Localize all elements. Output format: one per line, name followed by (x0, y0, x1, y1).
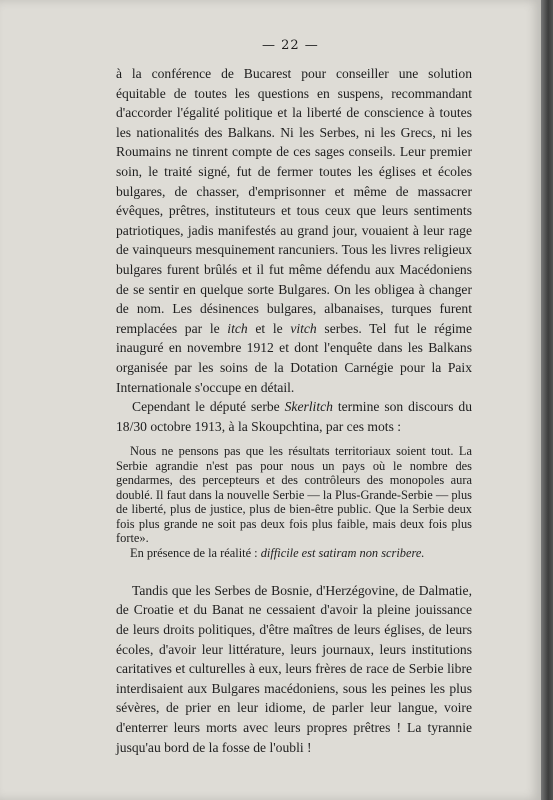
paragraph-3: Tandis que les Serbes de Bosnie, d'Herzégovine, de Dalmatie, de Croatie et du Banat ne cessaient d'avoir la pleine jouissance de leurs droits politiques, d'être maîtres de leurs églises, de leurs écoles, d'avoir leur littérature, leurs journaux, leurs institutions caritatives et culturelles à eux, leurs frères de race de Serbie libre interdisaient aux Bulgares macédoniens, sous les peines les plus sévères, de prier en leur idiome, de parler leur langue, voire d'enterrer leurs morts avec leurs propres prêtres ! La tyrannie jusqu'au bord de la fosse de l'oubli ! (116, 582, 472, 755)
page-body (116, 64, 472, 757)
suffix-itch: itch (227, 320, 248, 336)
paragraph-1-text: à la conférence de Bucarest pour conseiller une solution équitable de toutes les questions en suspens, recommandant d'accorder l'égalité politique et la liberté de conscience à toutes les nationalités des Balkans. Ni les Serbes, ni les Grecs, ni les Roumains ne tinrent compte de ces sages conseils. Leur premier soin, le traité signé, fut de fermer toutes les églises et écoles bulgares, de chasser, d'emprisonner et même de massacrer évêques, prêtres, instituteurs et tous ceux que leurs sentiments patriotiques, jadis manifestés au grand jour, vouaient à leur rage de vainqueurs mesquinement rancuniers. Tous les livres religieux bulgares furent brûlés et il fut même défendu aux Macédoniens de se sentir en quelque sorte Bulgares. On les obligea à changer de nom. Les désinences bulgares, albanaises, turques furent remplacées par le (116, 66, 472, 336)
deputy-name: Skerlitch (284, 399, 333, 415)
paragraph-1-end: serbes. Tel fut le régime inauguré en novembre 1912 et dont l'enquête dans les Balkans organisée par les soins de la Dotation Carnégie pour la Paix Internationale s'occupe en détail. (116, 320, 472, 395)
paragraph-gap (116, 561, 472, 581)
latin-phrase: difficile est satiram non scribere. (260, 545, 425, 560)
page-number: — 22 — (262, 38, 319, 53)
reality-start: En présence de la réalité : (130, 545, 261, 560)
paragraph-2 (116, 397, 472, 436)
suffix-vitch: vitch (290, 320, 317, 336)
conjunction-text: et le (247, 320, 291, 336)
paragraph-1 (116, 64, 472, 397)
block-quote: Nous ne pensons pas que les résultats territoriaux soient tout. La Serbie agrandie n'est pas pour nous un pays où le nombre des gendarmes, des percepteurs et des contrôleurs des monopoles aura doublé. Il faut dans la nouvelle Serbie — la Plus-Grande-Serbie — plus de liberté, plus de justice, plus de bien-être public. Que la Serbie deux fois plus grande ne soit pas deux fois plus faible, mais deux fois plus forte». (116, 444, 472, 546)
reality-line (116, 546, 472, 561)
paragraph-2-start: Cependant le député serbe (132, 399, 285, 415)
page-edge-shadow (541, 0, 553, 800)
paragraph-2-end: termine son discours du 18/30 octobre 1913, à la Skoupchtina, par ces mots : (116, 399, 472, 434)
